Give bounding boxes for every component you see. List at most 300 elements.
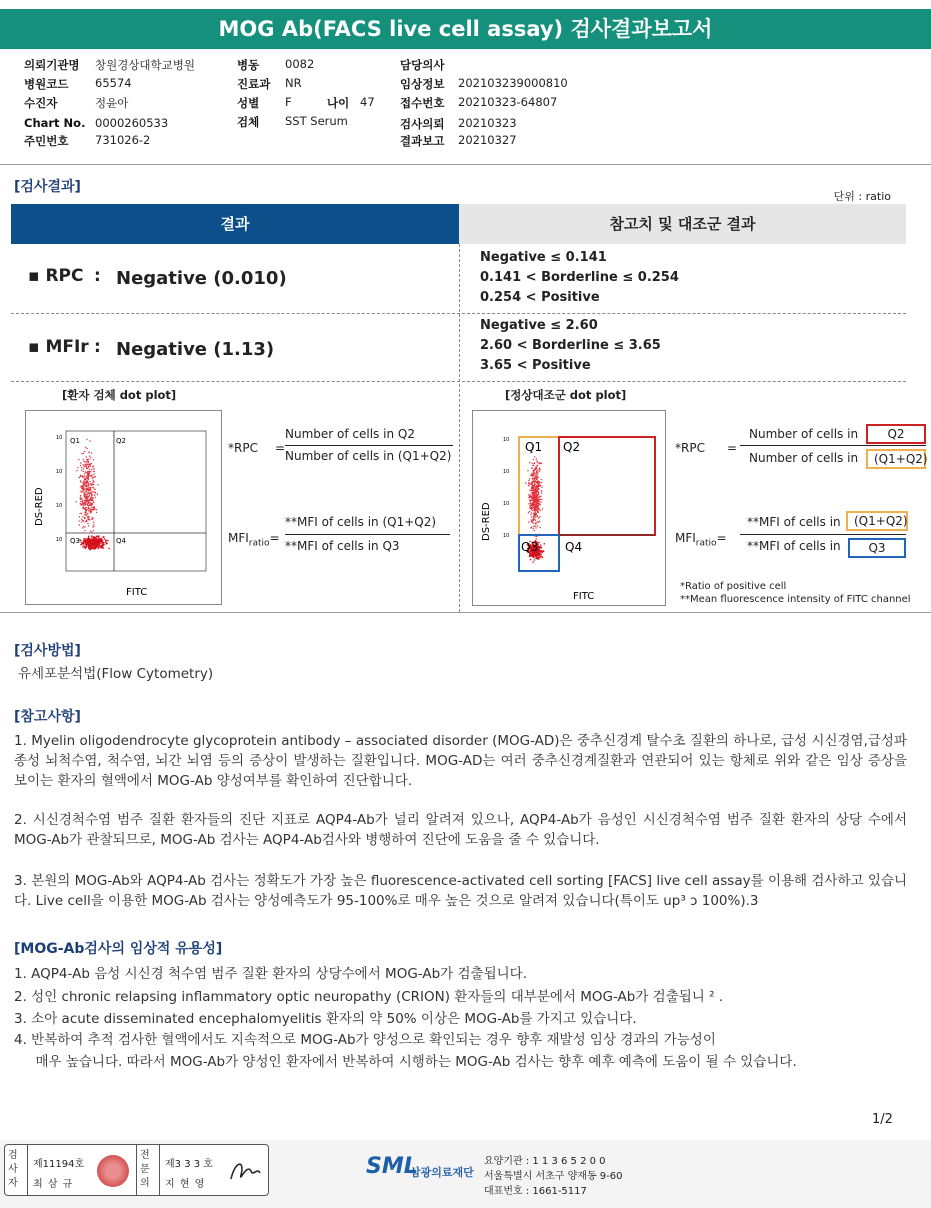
reference-column-header: 참고치 및 대조군 결과 xyxy=(459,204,906,244)
utility-item: 4. 반복하여 추적 검사한 혈액에서도 지속적으로 MOG-Ab가 양성으로 확인되는 경우 향후 재발성 임상 경과의 가능성이 xyxy=(14,1032,716,1048)
dot xyxy=(84,475,85,476)
dot xyxy=(94,541,96,543)
label-doctor: 담당의사 xyxy=(400,58,445,72)
dot xyxy=(528,485,529,486)
dot xyxy=(92,541,94,543)
value-patient: 정윤아 xyxy=(95,96,129,110)
dot xyxy=(528,497,529,498)
dot xyxy=(92,466,93,467)
dot xyxy=(88,490,89,491)
dot xyxy=(90,544,92,546)
dot xyxy=(88,479,89,480)
utility-title: [MOG-Ab검사의 임상적 유용성] xyxy=(14,941,223,957)
dot xyxy=(541,491,542,492)
dot xyxy=(87,516,88,517)
control-mfi-den-prefix: **MFI of cells in xyxy=(747,539,841,553)
dot xyxy=(76,501,77,502)
doc-label: 전문의 xyxy=(140,1150,150,1189)
mfi-formula-label xyxy=(228,531,280,548)
dot xyxy=(527,470,528,471)
dot xyxy=(540,501,541,502)
dot xyxy=(533,489,534,490)
dot xyxy=(534,525,535,526)
dot xyxy=(90,512,91,513)
dot xyxy=(89,508,90,509)
value-age: 47 xyxy=(360,95,375,109)
dot xyxy=(83,543,85,545)
value-hospital-code: 65574 xyxy=(95,76,132,90)
dot xyxy=(537,462,538,463)
dot xyxy=(541,487,542,488)
dot xyxy=(86,545,88,547)
dot xyxy=(535,486,536,487)
dot xyxy=(91,531,92,532)
dot xyxy=(531,516,532,517)
dot xyxy=(96,512,97,513)
control-plot-title: [정상대조군 dot plot] xyxy=(505,388,627,402)
dot xyxy=(536,479,537,480)
control-mfi-num-box: (Q1+Q2) xyxy=(846,511,908,531)
dot xyxy=(93,481,94,482)
dot xyxy=(528,512,529,513)
dot xyxy=(80,497,81,498)
dot xyxy=(88,496,89,497)
rpc-ref-negative: Negative ≤ 0.141 xyxy=(480,250,607,265)
dot xyxy=(93,524,94,525)
divider xyxy=(0,164,931,165)
dot xyxy=(538,497,539,498)
dot xyxy=(87,477,88,478)
dot xyxy=(528,483,529,484)
address-line-2: 서울특별시 서초구 양재동 9-60 xyxy=(484,1171,623,1182)
control-tick: 10 xyxy=(503,437,510,443)
dot xyxy=(537,499,538,500)
dot xyxy=(85,500,86,501)
dot xyxy=(533,487,534,488)
dot xyxy=(537,487,538,488)
dot xyxy=(94,489,95,490)
dot xyxy=(81,521,82,522)
dot xyxy=(83,468,84,469)
dot xyxy=(82,501,83,502)
dot xyxy=(89,456,90,457)
control-mfi-eq: = xyxy=(716,531,727,545)
dot xyxy=(89,481,90,482)
dot xyxy=(89,469,90,470)
sig-divider xyxy=(27,1145,28,1195)
dot xyxy=(532,475,533,476)
dot xyxy=(81,532,82,533)
dot xyxy=(530,503,531,504)
mfir-name: ▪ MFIr xyxy=(28,337,89,357)
dot xyxy=(530,514,531,515)
label-age: 나이 xyxy=(327,96,350,110)
label-chart-no: Chart No. xyxy=(24,116,86,130)
dot xyxy=(80,476,81,477)
control-mfi-line xyxy=(740,534,906,535)
dot xyxy=(82,546,84,548)
control-plot-svg xyxy=(473,411,665,605)
rpc-label: RPC xyxy=(45,266,84,286)
dot xyxy=(83,481,84,482)
page-number: 1/2 xyxy=(872,1112,893,1127)
dot xyxy=(535,517,536,518)
dot xyxy=(531,483,532,484)
dot xyxy=(84,478,85,479)
dot xyxy=(536,522,537,523)
dot xyxy=(89,465,90,466)
dot xyxy=(82,527,83,528)
dot xyxy=(108,548,110,550)
dot xyxy=(532,510,533,511)
dot xyxy=(87,500,88,501)
dot xyxy=(88,548,90,550)
dot xyxy=(105,542,107,544)
dot xyxy=(542,508,543,509)
dot xyxy=(540,551,542,553)
dot xyxy=(86,439,87,440)
org-name: 삼광의료재단 xyxy=(410,1166,474,1179)
dot xyxy=(80,480,81,481)
dot xyxy=(78,520,79,521)
dot xyxy=(541,463,542,464)
dot xyxy=(91,469,92,470)
mfi-eq: = xyxy=(269,531,280,545)
dot xyxy=(529,555,531,557)
dot xyxy=(534,495,535,496)
method-text: 유세포분석법(Flow Cytometry) xyxy=(18,666,214,682)
dot xyxy=(92,500,93,501)
dot xyxy=(93,459,94,460)
dot xyxy=(88,487,89,488)
dot xyxy=(87,539,89,541)
dot xyxy=(537,472,538,473)
dot xyxy=(78,459,79,460)
dot xyxy=(82,516,83,517)
dot xyxy=(80,486,81,487)
dot xyxy=(93,487,94,488)
dot xyxy=(83,540,85,542)
dot xyxy=(86,456,87,457)
dot xyxy=(540,555,542,557)
dot xyxy=(531,520,532,521)
mfir-ref-negative: Negative ≤ 2.60 xyxy=(480,318,598,333)
dot xyxy=(91,476,92,477)
control-dot-plot xyxy=(472,410,666,606)
dot xyxy=(541,547,543,549)
dot xyxy=(90,511,91,512)
report-title: MOG Ab(FACS live cell assay) 검사결과보고서 xyxy=(0,9,931,49)
dot xyxy=(535,503,536,504)
dot xyxy=(99,546,101,548)
dot xyxy=(537,515,538,516)
dot xyxy=(93,521,94,522)
dot xyxy=(83,502,84,503)
value-sex: F xyxy=(285,95,292,109)
dot xyxy=(533,520,534,521)
dot xyxy=(533,522,534,523)
method-title: [검사방법] xyxy=(14,643,81,659)
column-divider xyxy=(459,244,460,612)
dot xyxy=(93,468,94,469)
dot xyxy=(86,510,87,511)
dot xyxy=(539,469,540,470)
mfir-colon: : xyxy=(94,337,101,357)
dot xyxy=(533,499,534,500)
dot xyxy=(540,510,541,511)
dot xyxy=(84,548,86,550)
value-department: NR xyxy=(285,76,302,90)
control-y-axis: DS-RED xyxy=(481,502,492,541)
dot xyxy=(83,487,84,488)
footnote-mfi: **Mean fluorescence intensity of FITC channel xyxy=(680,594,911,605)
dot xyxy=(532,503,533,504)
dot xyxy=(531,508,532,509)
dot xyxy=(540,544,542,546)
dot xyxy=(537,483,538,484)
dot xyxy=(532,497,533,498)
dot xyxy=(539,463,540,464)
mfir-ref-borderline: 2.60 < Borderline ≤ 3.65 xyxy=(480,338,661,353)
dot xyxy=(95,476,96,477)
dot xyxy=(534,483,535,484)
patient-tick: 10 xyxy=(56,503,63,509)
dot xyxy=(537,470,538,471)
dot xyxy=(87,513,88,514)
dot xyxy=(89,549,91,551)
dot xyxy=(84,514,85,515)
patient-tick: 10 xyxy=(56,537,63,543)
dot xyxy=(533,556,535,558)
dot xyxy=(533,526,534,527)
value-specimen: SST Serum xyxy=(285,114,348,128)
dot xyxy=(92,503,93,504)
dot xyxy=(80,495,81,496)
dot xyxy=(536,465,537,466)
dot xyxy=(80,465,81,466)
dot xyxy=(538,509,539,510)
value-request-date: 20210323 xyxy=(458,116,517,130)
dot xyxy=(88,536,90,538)
dot xyxy=(90,538,92,540)
dot xyxy=(534,478,535,479)
dot xyxy=(103,536,105,538)
dot xyxy=(537,521,538,522)
footer xyxy=(0,1140,931,1208)
dot xyxy=(535,527,536,528)
control-rpc-den-prefix: Number of cells in xyxy=(749,451,859,465)
dot xyxy=(85,490,86,491)
dot xyxy=(534,507,535,508)
dot xyxy=(92,498,93,499)
dot xyxy=(86,461,87,462)
dot xyxy=(537,557,539,559)
control-q1: Q1 xyxy=(525,440,543,454)
dot xyxy=(80,499,81,500)
dot xyxy=(84,502,85,503)
dot xyxy=(85,512,86,513)
dot xyxy=(91,497,92,498)
dot xyxy=(83,482,84,483)
dot xyxy=(534,492,535,493)
dot xyxy=(541,493,542,494)
value-chart-no: 0000260533 xyxy=(95,116,169,130)
control-rpc-den-box: (Q1+Q2) xyxy=(866,449,926,469)
dot xyxy=(91,535,93,537)
dot xyxy=(86,481,87,482)
dot xyxy=(97,545,99,547)
utility-item: 매우 높습니다. 따라서 MOG-Ab가 양성인 환자에서 반복하여 시행하는 MOG-Ab 검사는 향후 예후 예측에 도움이 될 수 있습니다. xyxy=(14,1054,797,1070)
dot xyxy=(531,505,532,506)
dot xyxy=(85,503,86,504)
dot xyxy=(89,540,91,542)
control-q4: Q4 xyxy=(565,540,583,554)
dot xyxy=(84,546,86,548)
dot xyxy=(84,489,85,490)
dot xyxy=(85,498,86,499)
dot xyxy=(538,517,539,518)
dot xyxy=(87,523,88,524)
label-receipt-no: 접수번호 xyxy=(400,96,445,110)
dot xyxy=(536,498,537,499)
dot xyxy=(96,509,97,510)
dot xyxy=(531,467,532,468)
dot xyxy=(88,542,90,544)
dot xyxy=(535,498,536,499)
dot xyxy=(83,485,84,486)
dot xyxy=(88,459,89,460)
dot xyxy=(534,470,535,471)
dot xyxy=(91,487,92,488)
dot xyxy=(535,520,536,521)
dot xyxy=(537,511,538,512)
dot xyxy=(88,537,90,539)
dot xyxy=(539,516,540,517)
dot xyxy=(87,473,88,474)
dot xyxy=(83,453,84,454)
dot xyxy=(85,482,86,483)
dot xyxy=(88,485,89,486)
dot xyxy=(535,493,536,494)
dot xyxy=(81,470,82,471)
dot xyxy=(90,457,91,458)
dot xyxy=(101,539,103,541)
dot xyxy=(96,540,98,542)
dot xyxy=(91,474,92,475)
dot xyxy=(89,440,90,441)
dot xyxy=(536,506,537,507)
dot xyxy=(542,557,544,559)
dot xyxy=(85,465,86,466)
dot xyxy=(529,505,530,506)
dot xyxy=(82,499,83,500)
value-institution: 창원경상대학교병원 xyxy=(95,58,195,72)
dot xyxy=(537,490,538,491)
label-specimen: 검체 xyxy=(237,115,260,129)
dot xyxy=(83,520,84,521)
mfi-label-text: MFI xyxy=(228,531,249,545)
label-hospital-code: 병원코드 xyxy=(24,77,69,91)
sig-divider xyxy=(136,1145,137,1195)
mfi-formula-denominator: **MFI of cells in Q3 xyxy=(285,539,400,553)
dot xyxy=(84,461,85,462)
dot xyxy=(533,528,534,529)
dot xyxy=(84,530,85,531)
dot xyxy=(538,492,539,493)
rpc-name: ▪ RPC xyxy=(28,266,84,286)
dot xyxy=(531,463,532,464)
dot xyxy=(533,505,534,506)
control-rpc-label: *RPC xyxy=(675,441,705,455)
dot xyxy=(533,513,534,514)
dot xyxy=(89,519,90,520)
dot xyxy=(91,494,92,495)
dot xyxy=(79,516,80,517)
dot xyxy=(90,483,91,484)
dot xyxy=(525,482,526,483)
patient-dots xyxy=(76,439,110,551)
dot xyxy=(531,482,532,483)
dot xyxy=(94,474,95,475)
dot xyxy=(84,496,85,497)
results-section-title: [검사결과] xyxy=(14,179,81,195)
label-sex: 성별 xyxy=(237,96,260,110)
dot xyxy=(536,488,537,489)
control-mfi-sub: ratio xyxy=(695,538,717,549)
dot xyxy=(533,475,534,476)
dot xyxy=(90,493,91,494)
mfir-value: Negative (1.13) xyxy=(116,339,275,360)
dot xyxy=(87,493,88,494)
label-patient: 수진자 xyxy=(24,96,58,110)
dot xyxy=(94,507,95,508)
dot xyxy=(99,540,101,542)
label-rrn: 주민번호 xyxy=(24,134,69,148)
dot xyxy=(537,554,539,556)
utility-item: 1. AQP4-Ab 음성 시신경 척수염 범주 질환 환자의 상당수에서 MOG-Ab가 검출됩니다. xyxy=(14,966,527,982)
dot xyxy=(96,542,98,544)
label-request-date: 검사의뢰 xyxy=(400,117,445,131)
dot xyxy=(535,476,536,477)
dot xyxy=(79,513,80,514)
control-tick: 10 xyxy=(503,533,510,539)
value-receipt-no: 20210323-64807 xyxy=(458,95,558,109)
control-mfi-den-box: Q3 xyxy=(848,538,906,558)
dot xyxy=(84,473,85,474)
dot xyxy=(86,489,87,490)
rpc-fraction-line xyxy=(285,445,453,446)
rpc-ref-borderline: 0.141 < Borderline ≤ 0.254 xyxy=(480,270,679,285)
dot xyxy=(90,500,91,501)
dot xyxy=(83,545,84,546)
value-rrn: 731026-2 xyxy=(95,133,151,147)
patient-dot-plot xyxy=(25,410,222,605)
dot xyxy=(87,509,88,510)
dot xyxy=(88,525,89,526)
dot xyxy=(95,497,96,498)
dot xyxy=(86,467,87,468)
rpc-value: Negative (0.010) xyxy=(116,268,287,289)
dot xyxy=(86,476,87,477)
dot xyxy=(528,494,529,495)
dot xyxy=(84,526,85,527)
dot xyxy=(93,484,94,485)
dot xyxy=(90,542,92,544)
dot xyxy=(79,477,80,478)
dot xyxy=(79,524,80,525)
dot xyxy=(88,461,89,462)
dot xyxy=(541,482,542,483)
